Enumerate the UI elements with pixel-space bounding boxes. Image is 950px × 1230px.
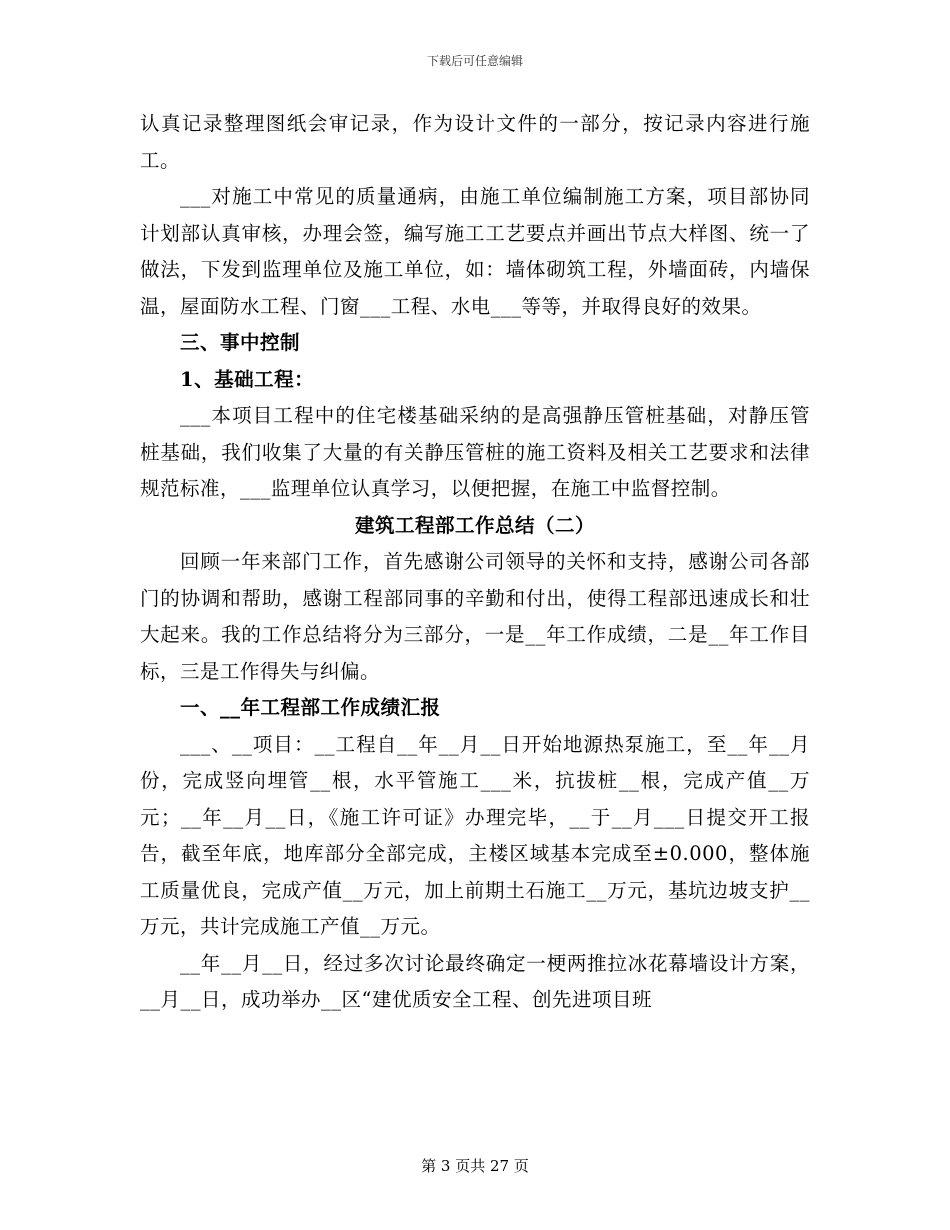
document-body bbox=[140, 106, 810, 1019]
paragraph: ___本项目工程中的住宅楼基础采纳的是高强静压管桩基础，对静压管桩基础，我们收集了大量的有关静压管桩的施工资料及相关工艺要求和法律规范标准，___监理单位认真学习，以便把握，在施工中监督控制。 bbox=[140, 404, 810, 500]
paragraph: __年__月__日，经过多次讨论最终确定一梗两推拉冰花幕墙设计方案，__月__日，成功举办__区“建优质安全工程、创先进项目班 bbox=[140, 951, 810, 1011]
section-heading: 三、事中控制 bbox=[180, 331, 301, 354]
document-title: 建筑工程部工作总结（二） bbox=[354, 513, 595, 537]
page-footer: 第 3 页共 27 页 bbox=[421, 1157, 529, 1175]
subsection-heading: 1、基础工程： bbox=[180, 367, 315, 391]
page-header: 下载后可任意编辑 bbox=[426, 54, 523, 68]
section-heading: 一、__年工程部工作成绩汇报 bbox=[180, 696, 441, 719]
paragraph: ___对施工中常见的质量通病，由施工单位编制施工方案，项目部协同计划部认真审核，办理会签，编写施工工艺要点并画出节点大样图、统一了做法，下发到监理单位及施工单位，如：墙体砌筑工程，外墙面砖，内墙保温，屋面防水工程、门窗___工程、水电___等等，并取得良好的效果。 bbox=[140, 185, 810, 318]
paragraph: ___、__项目：__工程自__年__月__日开始地源热泵施工，至__年__月份，完成竖向埋管__根，水平管施工___米，抗拔桩__根，完成产值__万元；__年__月__日，《施工许可证》办理完毕，__于__月___日提交开工报告，截至年底，地库部分全部完成，主楼区域基本完成至±0.000，整体施工质量优良，完成产值__万元，加上前期土石施工__万元，基坑边坡支护__万元，共计完成施工产值__万元。 bbox=[140, 732, 810, 938]
paragraph: 认真记录整理图纸会审记录，作为设计文件的一部分，按记录内容进行施工。 bbox=[140, 112, 810, 172]
paragraph: 回顾一年来部门工作，首先感谢公司领导的关怀和支持，感谢公司各部门的协调和帮助，感谢工程部同事的辛勤和付出，使得工程部迅速成长和壮大起来。我的工作总结将分为三部分，一是__年工作成绩，二是__年工作目标，三是工作得失与纠偏。 bbox=[140, 550, 810, 683]
